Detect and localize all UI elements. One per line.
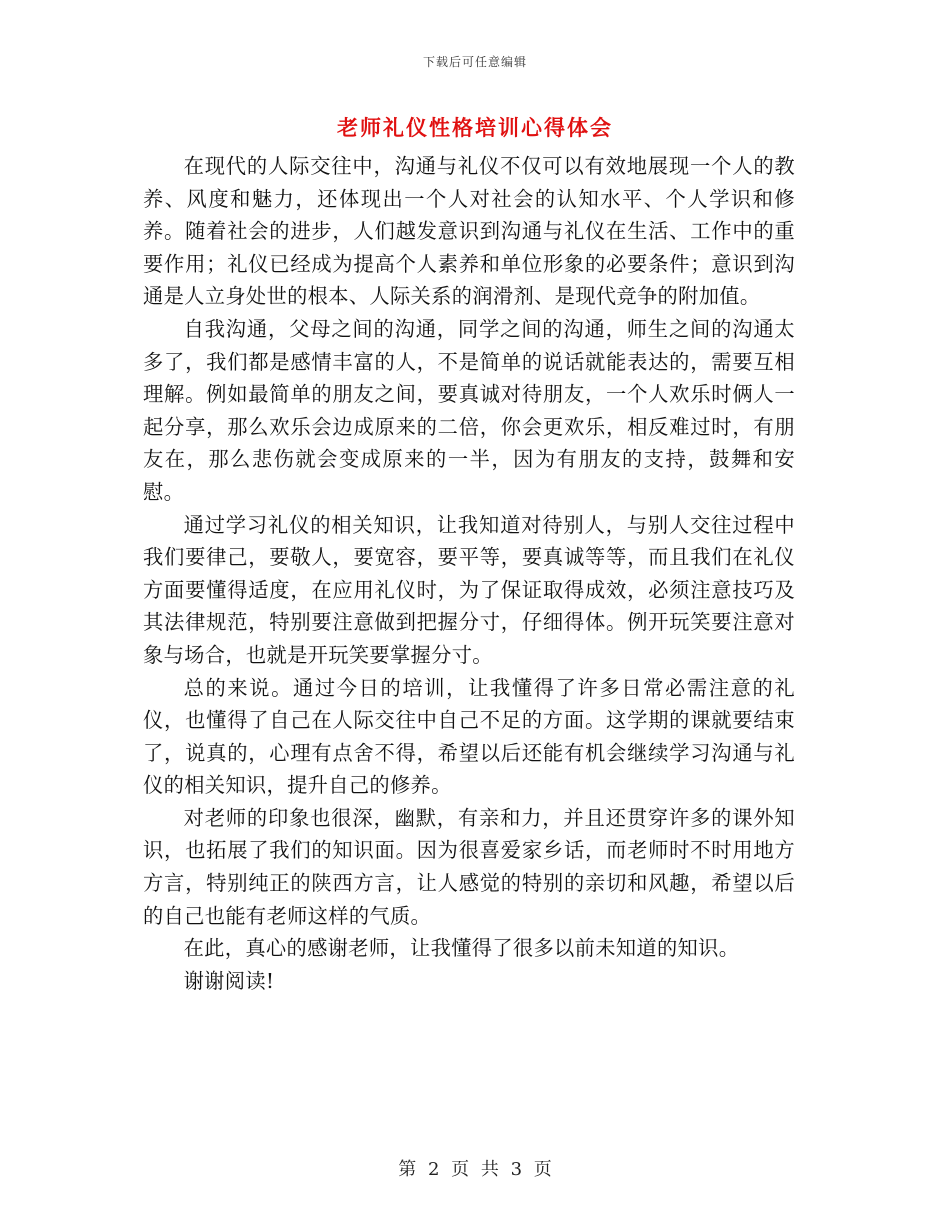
total-pages-number: 3 (510, 1159, 523, 1180)
page-footer (0, 1155, 950, 1181)
paragraph: 通过学习礼仪的相关知识，让我知道对待别人，与别人交往过程中我们要律己，要敬人，要宽容，要平等，要真诚等等，而且我们在礼仪方面要懂得适度，在应用礼仪时，为了保证取得成效，必须注意技巧及其法律规范，特别要注意做到把握分寸，仔细得体。例开玩笑要注意对象与场合，也就是开玩笑要掌握分寸。 (143, 512, 795, 667)
footer-label-di: 第 (398, 1159, 417, 1180)
paragraph: 在此，真心的感谢老师，让我懂得了很多以前未知道的知识。 (183, 936, 740, 961)
paragraph: 对老师的印象也很深，幽默，有亲和力，并且还贯穿许多的课外知识，也拓展了我们的知识面。因为很喜爱家乡话，而老师时不时用地方方言，特别纯正的陕西方言，让人感觉的特别的亲切和风趣，希望以后的自己也能有老师这样的气质。 (143, 805, 795, 928)
paragraph: 在现代的人际交往中，沟通与礼仪不仅可以有效地展现一个人的教养、风度和魅力，还体现出一个人对社会的认知水平、个人学识和修养。随着社会的进步，人们越发意识到沟通与礼仪在生活、工作中的重要作用；礼仪已经成为提高个人素养和单位形象的必要条件；意识到沟通是人立身处世的根本、人际关系的润滑剂、是现代竞争的附加值。 (143, 154, 795, 309)
current-page-number: 2 (427, 1159, 440, 1180)
paragraph: 总的来说。通过今日的培训，让我懂得了许多日常必需注意的礼仪，也懂得了自己在人际交往中自己不足的方面。这学期的课就要结束了，说真的，心理有点舍不得，希望以后还能有机会继续学习沟通与礼仪的相关知识，提升自己的修养。 (143, 675, 795, 798)
footer-label-gong: 共 (480, 1159, 499, 1180)
header-note: 下载后可任意编辑 (422, 55, 527, 69)
footer-label-ye2: 页 (533, 1159, 552, 1180)
paragraph: 谢谢阅读! (183, 968, 275, 993)
document-body (143, 150, 795, 997)
paragraph: 自我沟通，父母之间的沟通，同学之间的沟通，师生之间的沟通太多了，我们都是感情丰富的人，不是简单的说话就能表达的，需要互相理解。例如最简单的朋友之间，要真诚对待朋友，一个人欢乐时俩人一起分享，那么欢乐会边成原来的二倍，你会更欢乐，相反难过时，有朋友在，那么悲伤就会变成原来的一半，因为有朋友的支持，鼓舞和安慰。 (143, 316, 795, 504)
document-title: 老师礼仪性格培训心得体会 (337, 116, 613, 140)
footer-label-ye: 页 (451, 1159, 470, 1180)
